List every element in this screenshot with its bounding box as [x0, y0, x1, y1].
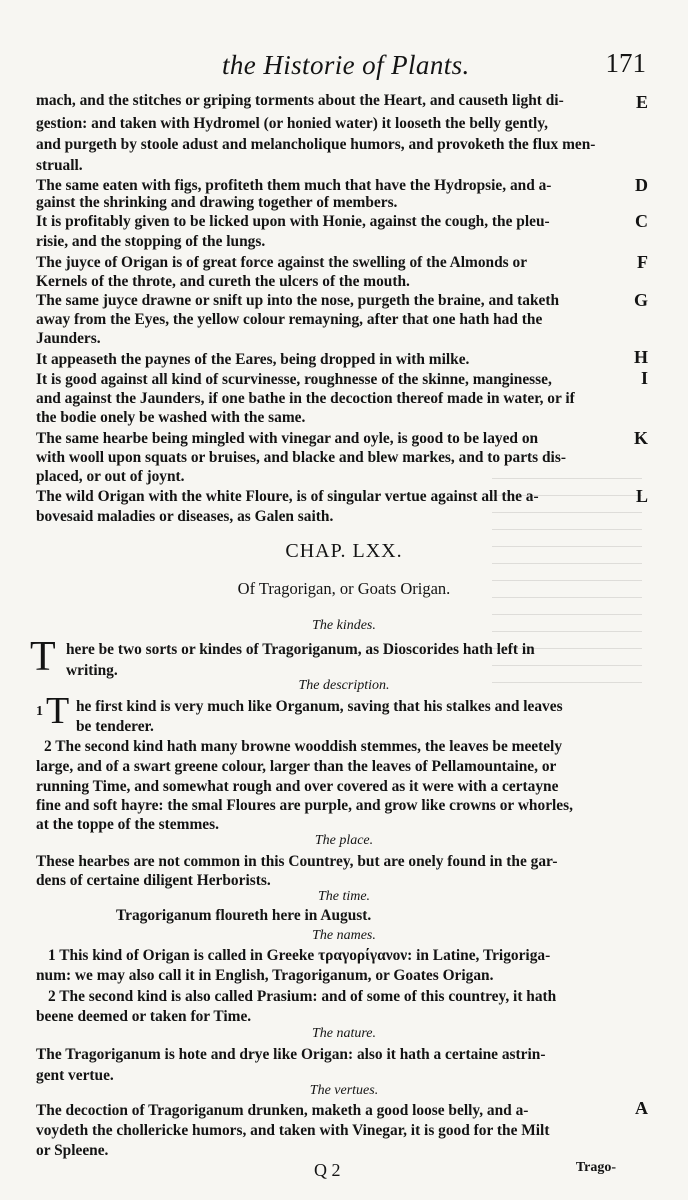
- text-line: gainst the shrinking and drawing together of members.: [36, 194, 398, 211]
- text-line: It appeaseth the paynes of the Eares, being dropped in with milke.: [36, 351, 470, 368]
- text-line: placed, or out of joynt.: [36, 468, 185, 485]
- text-line: gent vertue.: [36, 1067, 114, 1084]
- text-line: The same eaten with figs, profiteth them much that have the Hydropsie, and a-: [36, 177, 552, 194]
- text-line: the bodie onely be washed with the same.: [36, 409, 306, 426]
- text-line: The decoction of Tragoriganum drunken, maketh a good loose belly, and a-: [36, 1102, 529, 1119]
- text-line: The same juyce drawne or snift up into the nose, purgeth the braine, and taketh: [36, 292, 560, 309]
- text-line: writing.: [66, 662, 118, 679]
- text-line: 2 The second kind hath many browne wooddish stemmes, the leaves be meetely: [44, 738, 563, 755]
- text-line: mach, and the stitches or griping torments about the Heart, and causeth light di-: [36, 92, 564, 109]
- margin-letter: I: [640, 368, 648, 388]
- text-line: bovesaid maladies or diseases, as Galen saith.: [36, 508, 334, 525]
- text-line: away from the Eyes, the yellow colour remayning, after that one hath had the: [36, 311, 543, 328]
- text-line: or Spleene.: [36, 1142, 109, 1159]
- text-line: It is good against all kind of scurvinesse, roughnesse of the skinne, manginesse,: [36, 371, 552, 388]
- section-rubric-vertues: The vertues.: [309, 1083, 379, 1098]
- section-rubric-names: The names.: [312, 928, 376, 943]
- section-rubric-kindes: The kindes.: [312, 618, 376, 633]
- margin-letter: K: [633, 428, 648, 448]
- text-line: he first kind is very much like Organum, saving that his stalkes and leaves: [76, 698, 563, 715]
- chapter-subtitle: Of Tragorigan, or Goats Origan.: [237, 579, 451, 598]
- text-line: and purgeth by stoole adust and melancholique humors, and provoketh the flux men-: [36, 136, 596, 153]
- text-line: struall.: [36, 157, 83, 174]
- running-title: the Historie of Plants.: [222, 50, 470, 80]
- section-rubric-description: The description.: [298, 678, 390, 693]
- section-rubric-place: The place.: [314, 833, 374, 848]
- text-line: here be two sorts or kindes of Tragoriganum, as Dioscorides hath left in: [66, 641, 535, 658]
- text-line: dens of certaine diligent Herborists.: [36, 872, 271, 889]
- page-number: 171: [605, 48, 646, 78]
- margin-letter: E: [635, 92, 648, 112]
- margin-letter: D: [635, 175, 648, 195]
- text-line: gestion: and taken with Hydromel (or honied water) it looseth the belly gently,: [36, 115, 549, 132]
- text-line: 2 The second kind is also called Prasium: and of some of this countrey, it hath: [48, 988, 557, 1005]
- signature-mark: Q 2: [314, 1160, 341, 1180]
- text-line: Kernels of the throte, and cureth the ulcers of the mouth.: [36, 273, 410, 290]
- text-line: It is profitably given to be licked upon with Honie, against the cough, the pleu-: [36, 213, 550, 230]
- text-line: The Tragoriganum is hote and drye like Origan: also it hath a certaine astrin-: [36, 1046, 546, 1063]
- margin-letter: C: [635, 211, 648, 231]
- text-line: The wild Origan with the white Floure, is of singular vertue against all the a-: [36, 488, 539, 505]
- text-line: voydeth the chollericke humors, and taken with Vinegar, it is good for the Milt: [36, 1122, 550, 1139]
- text-line: Tragoriganum floureth here in August.: [116, 907, 372, 924]
- section-rubric-nature: The nature.: [311, 1026, 377, 1041]
- margin-letter: G: [633, 290, 648, 310]
- catchword: Trago-: [575, 1160, 616, 1175]
- item-number: 1: [36, 704, 43, 719]
- text-line: be tenderer.: [76, 718, 154, 735]
- page-header: [36, 48, 660, 88]
- text-line: The juyce of Origan is of great force against the swelling of the Almonds or: [36, 254, 528, 271]
- text-line: and against the Jaunders, if one bathe in the decoction thereof made in water, or if: [36, 390, 575, 407]
- margin-letter: H: [633, 347, 648, 367]
- text-line: with wooll upon squats or bruises, and blacke and blew markes, and to parts dis-: [36, 449, 566, 466]
- margin-letter: L: [635, 486, 648, 506]
- text-line: The same hearbe being mingled with vinegar and oyle, is good to be layed on: [36, 430, 539, 447]
- chapter-heading: CHAP. LXX.: [285, 540, 403, 562]
- text-line: at the toppe of the stemmes.: [36, 816, 219, 833]
- text-line: These hearbes are not common in this Countrey, but are onely found in the gar-: [36, 853, 558, 870]
- text-line: num: we may also call it in English, Tragoriganum, or Goates Origan.: [36, 967, 494, 984]
- text-line: fine and soft hayre: the smal Floures are purple, and grow like crowns or whorles,: [36, 797, 573, 814]
- section-rubric-time: The time.: [317, 889, 371, 904]
- text-line: 1 This kind of Origan is called in Greeke τραγορίγανον: in Latine, Trigoriga-: [48, 947, 551, 964]
- margin-letter: A: [635, 1098, 648, 1118]
- text-line: risie, and the stopping of the lungs.: [36, 233, 266, 250]
- text-line: Jaunders.: [36, 330, 101, 347]
- text-line: large, and of a swart greene colour, larger than the leaves of Pellamountaine, or: [36, 758, 557, 775]
- text-line: beene deemed or taken for Time.: [36, 1008, 252, 1025]
- text-line: running Time, and somewhat rough and over covered as it were with a certayne: [36, 778, 559, 795]
- drop-cap: T: [30, 634, 56, 680]
- drop-cap: T: [46, 690, 70, 732]
- margin-letter: F: [637, 252, 648, 272]
